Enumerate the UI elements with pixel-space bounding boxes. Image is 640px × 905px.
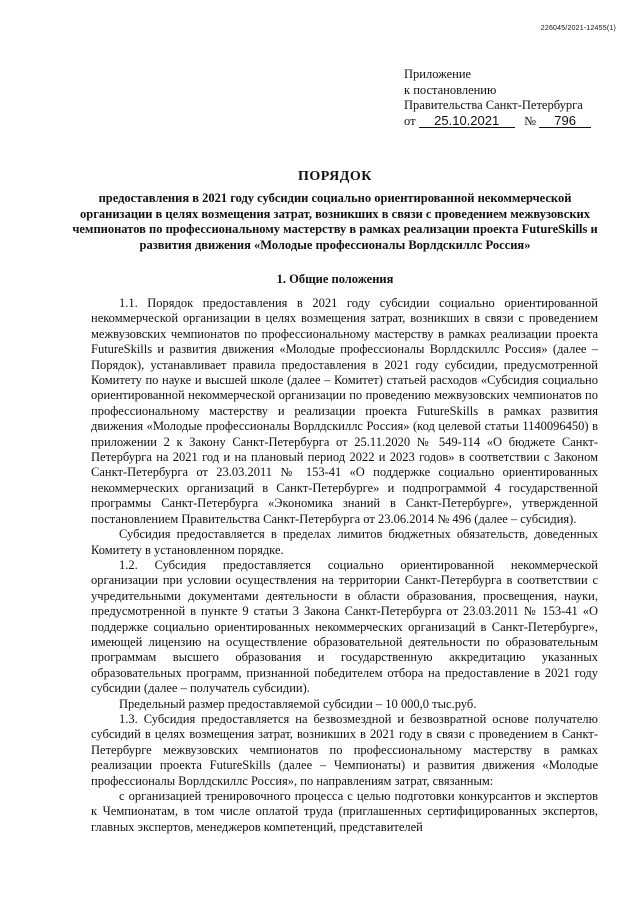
title-subtitle: предоставления в 2021 году субсидии социально ориентированной некоммерческой организации в целях возмещения затрат, возникших в связи с проведением межвузовских чемпионатов по профессиональному мастерству в рамках реализации проекта FutureSkills и развития движения «Молодые профессионалы Ворлдскиллс Россия»: [72, 191, 598, 252]
appendix-date-line: [404, 114, 614, 130]
document-title: [70, 169, 600, 253]
decree-number: 796: [539, 114, 591, 128]
appendix-line-1: Приложение: [404, 67, 472, 81]
document-body: [91, 296, 598, 835]
appendix-line-3: Правительства Санкт-Петербурга: [404, 98, 583, 112]
paragraph: Предельный размер предоставляемой субсидии – 10 000,0 тыс.руб.: [119, 696, 477, 711]
paragraph: с организацией тренировочного процесса с целью подготовки конкурсантов и экспертов к Чемпионатам, в том числе оплатой труда (приглашенных сертифицированных экспертов, главных экспертов, менеджеров компетенций, представителей: [91, 789, 598, 834]
appendix-block: [404, 67, 614, 129]
section-heading: 1. Общие положения: [276, 272, 394, 286]
date-prefix: от: [404, 113, 416, 128]
appendix-line-2: к постановлению: [404, 82, 497, 97]
decree-date: 25.10.2021: [419, 114, 515, 128]
document-id: 226045/2021-12455(1): [540, 25, 616, 32]
paragraph: 1.2. Субсидия предоставляется социально ориентированной некоммерческой организации при условии осуществления на территории Санкт-Петербурга в соответствии с учредительными документами деятельности в области образования, просвещения, науки, предусмотренной в пункте 9 статьи 3 Закона Санкт-Петербурга от 23.03.2011 № 153-41 «О поддержке социально ориентированных некоммерческих организаций в Санкт-Петербурге», имеющей лицензию на осуществление образовательной деятельности по образовательным программам высшего образования и государственную аккредитацию указанных образовательных программ, признанной победителем отбора на предоставление в 2021 году субсидии (далее – получатель субсидии).: [91, 557, 598, 696]
title-main: ПОРЯДОК: [298, 169, 372, 184]
paragraph: 1.3. Субсидия предоставляется на безвозмездной и безвозвратной основе получателю субсидий в целях возмещения затрат, возникших в 2021 году в связи с проведением в Санкт-Петербурге межвузовских чемпионатов по профессиональному мастерству в рамках реализации проекта FutureSkills (далее – Чемпионаты) и развития движения «Молодые профессионалы Ворлдскиллс Россия», по направлениям затрат, связанным:: [91, 711, 598, 788]
number-prefix: №: [524, 113, 536, 128]
paragraph: 1.1. Порядок предоставления в 2021 году субсидии социально ориентированной некоммерческой организации в целях возмещения затрат, возникших в связи с проведением межвузовских чемпионатов по профессиональному мастерству в рамках реализации проекта FutureSkills и развития движения «Молодые профессионалы Ворлдскиллс Россия» (далее – Порядок), устанавливает правила предоставления в 2021 году субсидии, предусмотренной Комитету по науке и высшей школе (далее – Комитет) статьей расходов «Субсидия социально ориентированной некоммерческой организации по проведению межвузовских чемпионатов по профессиональному мастерству и реализации проекта FutureSkills в рамках развития движения «Молодые профессионалы Ворлдскиллс Россия» (код целевой статьи 1140096450) в приложении 2 к Закону Санкт-Петербурга от 25.11.2020 № 549-114 «О бюджете Санкт-Петербурга на 2021 год и на плановый период 2022 и 2023 годов» в соответствии с Законом Санкт-Петербурга от 23.03.2011 № 153-41 «О поддержке социально ориентированных некоммерческих организаций в Санкт-Петербурге» и подпрограммой 4 государственной программы Санкт-Петербурга «Экономика знаний в Санкт-Петербурге», утвержденной постановлением Правительства Санкт-Петербурга от 23.06.2014 № 496 (далее – субсидия).: [91, 296, 598, 526]
paragraph: Субсидия предоставляется в пределах лимитов бюджетных обязательств, доведенных Комитету в установленном порядке.: [91, 527, 598, 557]
